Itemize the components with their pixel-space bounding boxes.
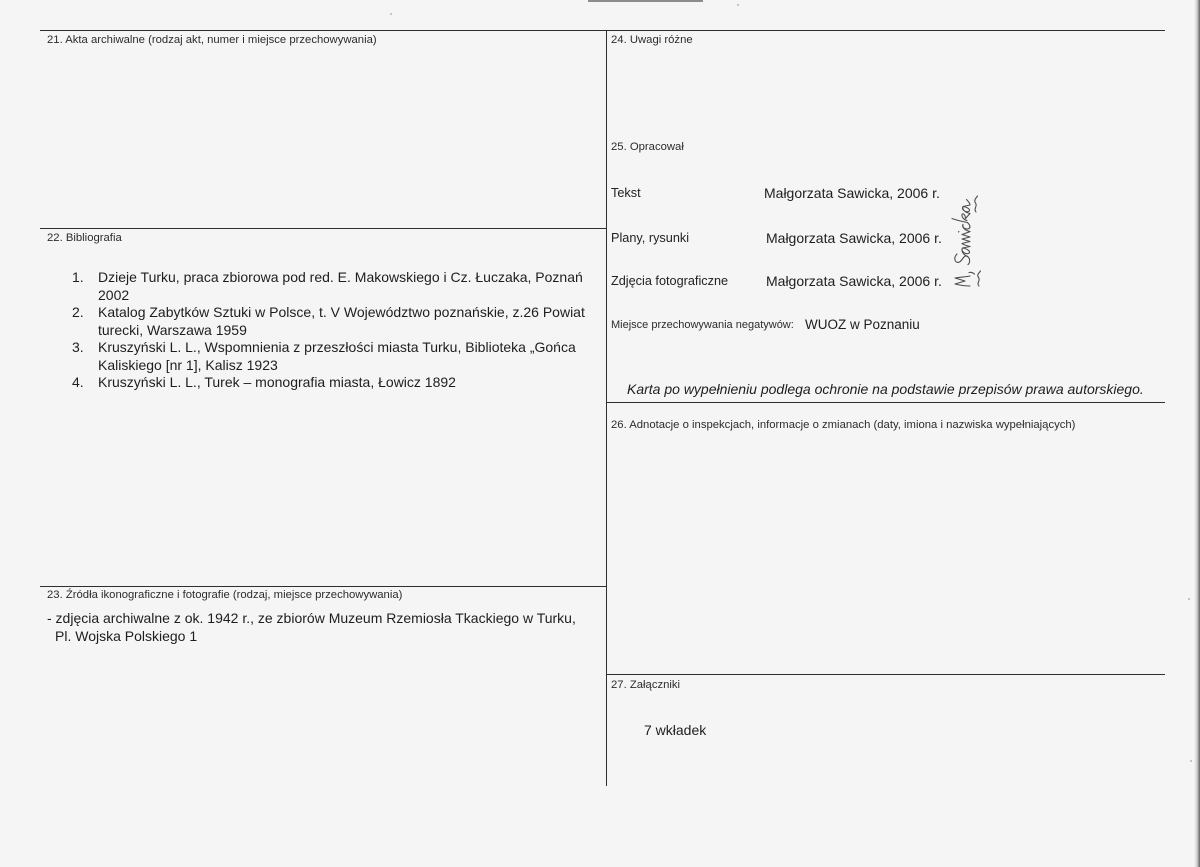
section-25-label: 25. Opracował xyxy=(611,141,684,153)
negatives-location-value: WUOZ w Poznaniu xyxy=(805,317,920,332)
form-rule-22-23 xyxy=(40,586,606,587)
form-rule-top xyxy=(40,30,1165,31)
prepared-by-row-text xyxy=(611,184,941,202)
bibliography-item xyxy=(72,339,594,374)
scan-edge-top xyxy=(588,0,703,2)
bibliography-item-text: Dzieje Turku, praca zbiorowa pod red. E. Makowskiego i Cz. Łuczaka, Poznań 2002 xyxy=(98,269,583,303)
prepared-by-author: Małgorzata Sawicka, 2006 r. xyxy=(766,273,942,289)
section-21-label: 21. Akta archiwalne (rodzaj akt, numer i miejsce przechowywania) xyxy=(47,34,377,46)
handwritten-signature xyxy=(948,186,988,292)
scan-speck xyxy=(1190,760,1192,762)
negatives-location-label: Miejsce przechowywania negatywów: xyxy=(611,319,794,331)
form-rule-25-26 xyxy=(606,402,1165,403)
prepared-by-author: Małgorzata Sawicka, 2006 r. xyxy=(766,230,942,246)
prepared-by-author: Małgorzata Sawicka, 2006 r. xyxy=(764,185,940,201)
form-rule-26-27 xyxy=(606,674,1165,675)
bibliography-item-number: 2. xyxy=(72,304,84,320)
bibliography-item xyxy=(72,304,594,339)
scan-speck xyxy=(1188,598,1190,600)
bibliography-item-text: Katalog Zabytków Sztuki w Polsce, t. V Województwo poznańskie, z.26 Powiat turecki, Warszawa 1959 xyxy=(98,304,585,338)
section-27-label: 27. Załączniki xyxy=(611,679,681,691)
prepared-by-role: Zdjęcia fotograficzne xyxy=(611,274,729,288)
form-rule-column-divider xyxy=(606,30,607,786)
section-24-label: 24. Uwagi różne xyxy=(611,34,693,46)
prepared-by-row-photos xyxy=(611,272,941,290)
prepared-by-role: Tekst xyxy=(611,186,641,200)
attachments-value: 7 wkładek xyxy=(644,722,707,738)
scan-speck xyxy=(390,13,392,15)
bibliography-item xyxy=(72,374,594,392)
section-26-label: 26. Adnotacje o inspekcjach, informacje o zmianach (daty, imiona i nazwiska wypełniających) xyxy=(611,419,1076,431)
iconographic-source-entry: - zdjęcia archiwalne z ok. 1942 r., ze zbiorów Muzeum Rzemiosła Tkackiego w Turku, Pl. Wojska Polskiego 1 xyxy=(47,610,576,644)
bibliography-item xyxy=(72,269,594,304)
bibliography-item-text: Kruszyński L. L., Wspomnienia z przeszłości miasta Turku, Biblioteka „Gońca Kaliskiego [nr 1], Kalisz 1923 xyxy=(98,339,576,373)
scan-edge-right xyxy=(1194,0,1200,867)
scan-speck xyxy=(737,4,739,6)
bibliography-item-number: 4. xyxy=(72,374,84,390)
bibliography-list xyxy=(72,269,594,392)
prepared-by-role: Plany, rysunki xyxy=(611,231,690,245)
copyright-note: Karta po wypełnieniu podlega ochronie na podstawie przepisów prawa autorskiego. xyxy=(627,381,1144,397)
section-22-label: 22. Bibliografia xyxy=(47,232,122,244)
section-23-label: 23. Źródła ikonograficzne i fotografie (rodzaj, miejsce przechowywania) xyxy=(47,589,403,601)
form-rule-21-22 xyxy=(40,228,606,229)
prepared-by-row-plans xyxy=(611,229,941,247)
bibliography-item-text: Kruszyński L. L., Turek – monografia miasta, Łowicz 1892 xyxy=(98,374,456,390)
bibliography-item-number: 1. xyxy=(72,269,84,285)
bibliography-item-number: 3. xyxy=(72,339,84,355)
